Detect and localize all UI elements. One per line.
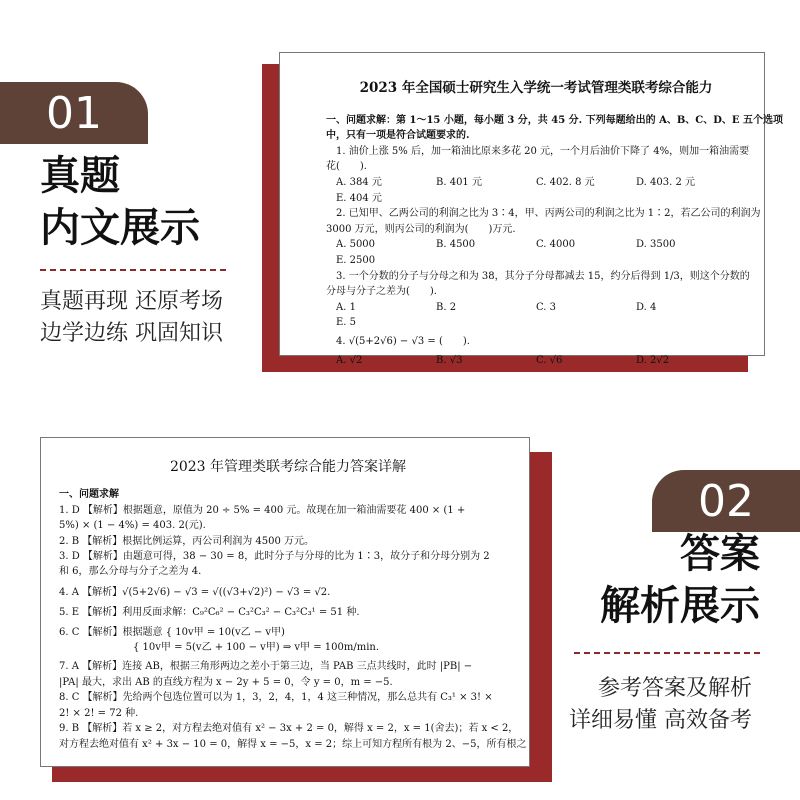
section-heading: [40, 150, 200, 254]
subtitle-line: 详细易懂 高效备考: [569, 708, 752, 733]
answer-line: 2. B 【解析】根据比例运算，丙公司利润为 4500 万元。: [59, 535, 315, 547]
answer-line: |PA| 最大，求出 AB 的直线方程为 x − 2y + 5 = 0，令 y = 0，m = −5.: [59, 676, 393, 688]
option: A. 384 元: [336, 176, 382, 188]
heading-line: 解析展示: [600, 582, 760, 629]
section-number-badge: [0, 82, 148, 144]
option: E. 404 元: [336, 192, 382, 204]
option: C. √6: [536, 354, 563, 366]
answer-line: { 10v甲 = 5(v乙 + 100 − v甲) ⇒ v甲 = 100m/min.: [133, 642, 380, 654]
answer-line: 3. D 【解析】由题意可得，38 − 30 = 8，此时分子与分母的比为 1∶3，故分子和分母分别为 2: [59, 551, 490, 563]
option: D. 2√2: [636, 354, 670, 366]
section-number: 01: [46, 87, 102, 139]
answer-paper-card: [40, 437, 530, 767]
answer-line: 8. C 【解析】先给两个包选位置可以为 1，3，2，4，1，4 这三种情况，那么总共有 C₃¹ × 3! ×: [59, 692, 493, 704]
answer-section: 一、问题求解: [59, 489, 119, 501]
option: C. 402. 8 元: [536, 176, 595, 188]
option: D. 4: [636, 301, 657, 313]
option: D. 403. 2 元: [636, 176, 696, 188]
question-text: 分母与分子之差为( ).: [326, 286, 437, 298]
option: A. 5000: [336, 239, 376, 251]
option: B. √3: [436, 354, 463, 366]
heading-line: 答案: [680, 530, 760, 577]
section-heading: [600, 528, 760, 632]
option: B. 2: [436, 301, 457, 313]
section-number-badge: [652, 470, 800, 532]
answer-line: 6. C 【解析】根据题意 { 10v甲 = 10(v乙 − v甲): [59, 626, 285, 638]
option: A. √2: [336, 354, 363, 366]
answer-options: [326, 315, 746, 331]
question-text: 4. √(5+2√6) − √3 = ( ).: [336, 335, 470, 347]
answer-line: 9. B 【解析】若 x ≥ 2，对方程去绝对值有 x² − 3x + 2 = 0，解得 x = 2，x = 1(舍去)；若 x < 2，: [59, 723, 519, 735]
answer-line: 对方程去绝对值有 x² + 3x − 10 = 0，解得 x = −5，x = 2；综上可知方程所有根为 2、−5，所有根之: [59, 738, 527, 750]
divider: [40, 269, 226, 271]
section-number: 02: [698, 475, 754, 527]
answer-line: 2! × 2! = 72 种.: [59, 707, 139, 719]
option: B. 4500: [436, 239, 476, 251]
section-subtitle: [569, 673, 752, 737]
question-text: 1. 油价上涨 5% 后，加一箱油比原来多花 20 元，一个月后油价下降了 4%，则加一箱油需要: [336, 145, 750, 157]
divider: [574, 652, 760, 654]
answer-line: 7. A 【解析】连接 AB，根据三角形两边之差小于第三边，当 PAB 三点共线时，此时 |PB| −: [59, 661, 473, 673]
answer-options: [326, 191, 746, 207]
option: B. 401 元: [436, 176, 482, 188]
heading-line: 内文展示: [40, 204, 200, 251]
question-text: 2. 已知甲、乙两公司的利润之比为 3∶4，甲、丙两公司的利润之比为 1∶2，若乙公司的利润为: [336, 208, 761, 220]
answer-options: [326, 300, 746, 316]
option: E. 5: [336, 317, 357, 329]
answer-options: [326, 353, 746, 369]
answer-options: [326, 253, 746, 269]
question-text: 3000 万元，则丙公司的利润为( )万元.: [326, 223, 516, 235]
question-text: 3. 一个分数的分子与分母之和为 38，其分子分母都减去 15，约分后得到 1/3，则这个分数的: [336, 270, 750, 282]
heading-line: 真题: [40, 152, 120, 199]
answer-line: 1. D 【解析】根据题意，原值为 20 ÷ 5% = 400 元。故现在加一箱油需要花 400 × (1 +: [59, 504, 466, 516]
subtitle-line: 边学边练 巩固知识: [40, 321, 223, 346]
answer-line: 5. E 【解析】利用反面求解：C₉²C₆² − C₃²C₃² − C₃²C₃¹ = 51 种.: [59, 607, 360, 619]
subtitle-line: 真题再现 还原考场: [40, 289, 223, 314]
subtitle-line: 参考答案及解析: [597, 676, 752, 701]
option: D. 3500: [636, 239, 676, 251]
exam-title: 2023 年全国硕士研究生入学统一考试管理类联考综合能力: [359, 80, 713, 96]
answer-options: [326, 237, 746, 253]
answer-line: 4. A 【解析】√(5+2√6) − √3 = √((√3+√2)²) − √3 = √2.: [59, 586, 331, 598]
exam-intro: 一、问题求解：第 1～15 小题，每小题 3 分，共 45 分. 下列每题给出的 A、B、C、D、E 五个选项: [326, 114, 784, 126]
exam-intro: 中，只有一项是符合试题要求的.: [326, 130, 470, 142]
section-subtitle: [40, 286, 223, 350]
answer-line: 和 6，那么分母与分子之差为 4.: [59, 566, 202, 578]
option: C. 3: [536, 301, 557, 313]
option: C. 4000: [536, 239, 576, 251]
option: A. 1: [336, 301, 356, 313]
option: E. 2500: [336, 254, 376, 266]
answer-line: 5%) × (1 − 4%) = 403. 2(元).: [59, 520, 206, 532]
answer-options: [326, 175, 746, 191]
exam-paper-card: [279, 52, 784, 366]
answer-title: 2023 年管理类联考综合能力答案详解: [169, 459, 407, 475]
question-text: 花( ).: [326, 161, 367, 173]
